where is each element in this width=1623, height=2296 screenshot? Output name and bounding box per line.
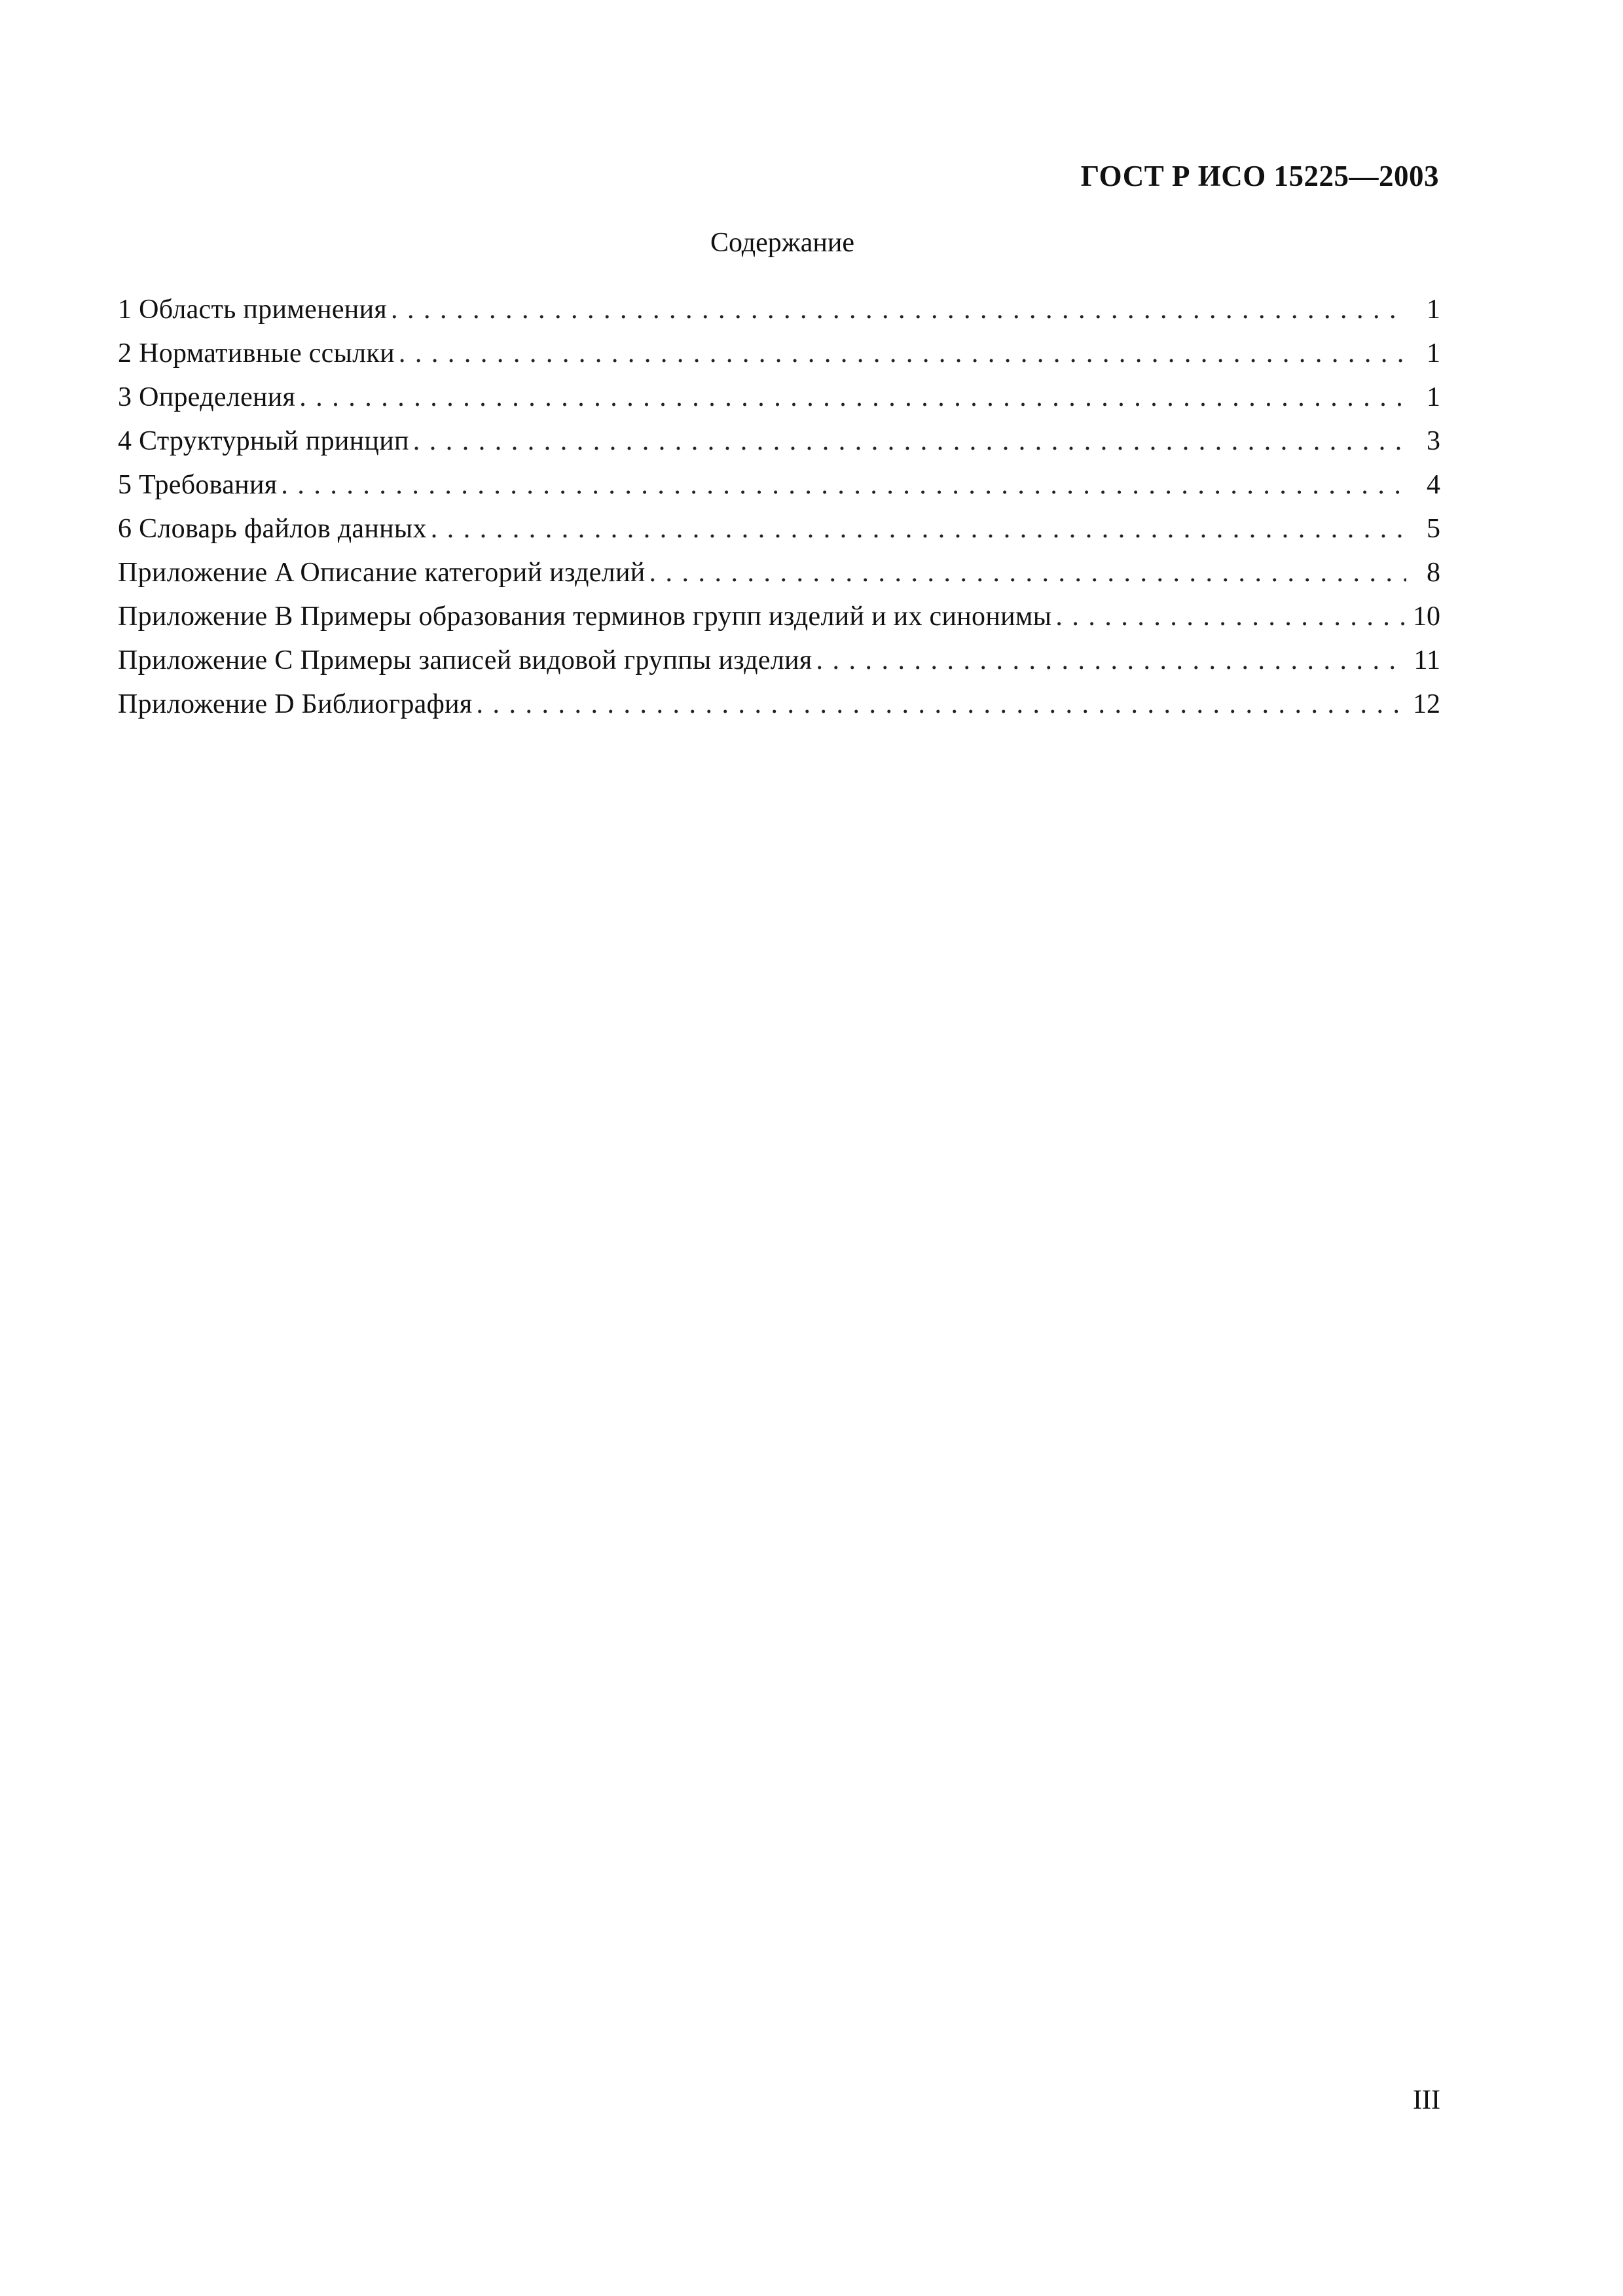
toc-entry-page: 10	[1413, 601, 1440, 632]
toc-dot-leader	[816, 639, 1406, 683]
toc-entry-page: 1	[1427, 295, 1440, 325]
toc-entry-label: 3 Определения	[118, 382, 296, 412]
toc-entry-annex-c[interactable]	[118, 639, 1440, 683]
toc-dot-leader	[281, 463, 1406, 507]
toc-dot-leader	[476, 683, 1406, 726]
toc-entry-annex-a[interactable]	[118, 551, 1440, 595]
toc-dot-leader	[1055, 595, 1406, 639]
toc-entry-annex-d[interactable]	[118, 683, 1440, 726]
toc-entry-scope[interactable]	[118, 288, 1440, 332]
toc-entry-label: 2 Нормативные ссылки	[118, 338, 395, 368]
toc-entry-page: 8	[1427, 558, 1440, 588]
toc-entry-page: 5	[1427, 514, 1440, 544]
toc-dot-leader	[649, 551, 1407, 595]
toc-entry-structure-principle[interactable]	[118, 420, 1440, 463]
toc-dot-leader	[391, 288, 1406, 332]
toc-title: Содержание	[710, 228, 855, 258]
page-number: III	[1413, 2085, 1440, 2115]
toc-entry-label: Приложение A Описание категорий изделий	[118, 558, 646, 588]
toc-dot-leader	[431, 507, 1406, 551]
toc-entry-label: 6 Словарь файлов данных	[118, 514, 427, 544]
toc-entry-label: Приложение D Библиография	[118, 689, 473, 719]
toc-entry-page: 1	[1427, 338, 1440, 368]
toc-entry-page: 12	[1413, 689, 1440, 719]
toc-entry-label: 1 Область применения	[118, 295, 387, 325]
table-of-contents	[118, 288, 1440, 726]
document-code: ГОСТ Р ИСО 15225—2003	[1080, 160, 1439, 192]
toc-entry-label: Приложение C Примеры записей видовой группы изделия	[118, 645, 812, 675]
toc-entry-page: 1	[1427, 382, 1440, 412]
toc-entry-page: 11	[1413, 645, 1440, 675]
toc-dot-leader	[299, 376, 1406, 420]
toc-entry-data-dictionary[interactable]	[118, 507, 1440, 551]
toc-entry-label: Приложение B Примеры образования терминов групп изделий и их синонимы	[118, 601, 1052, 632]
toc-entry-annex-b[interactable]	[118, 595, 1440, 639]
toc-entry-page: 3	[1427, 426, 1440, 456]
toc-entry-definitions[interactable]	[118, 376, 1440, 420]
toc-entry-label: 5 Требования	[118, 470, 278, 500]
toc-entry-page: 4	[1427, 470, 1440, 500]
toc-dot-leader	[413, 420, 1406, 463]
toc-entry-label: 4 Структурный принцип	[118, 426, 409, 456]
toc-entry-requirements[interactable]	[118, 463, 1440, 507]
toc-dot-leader	[399, 332, 1406, 376]
toc-entry-normative-references[interactable]	[118, 332, 1440, 376]
